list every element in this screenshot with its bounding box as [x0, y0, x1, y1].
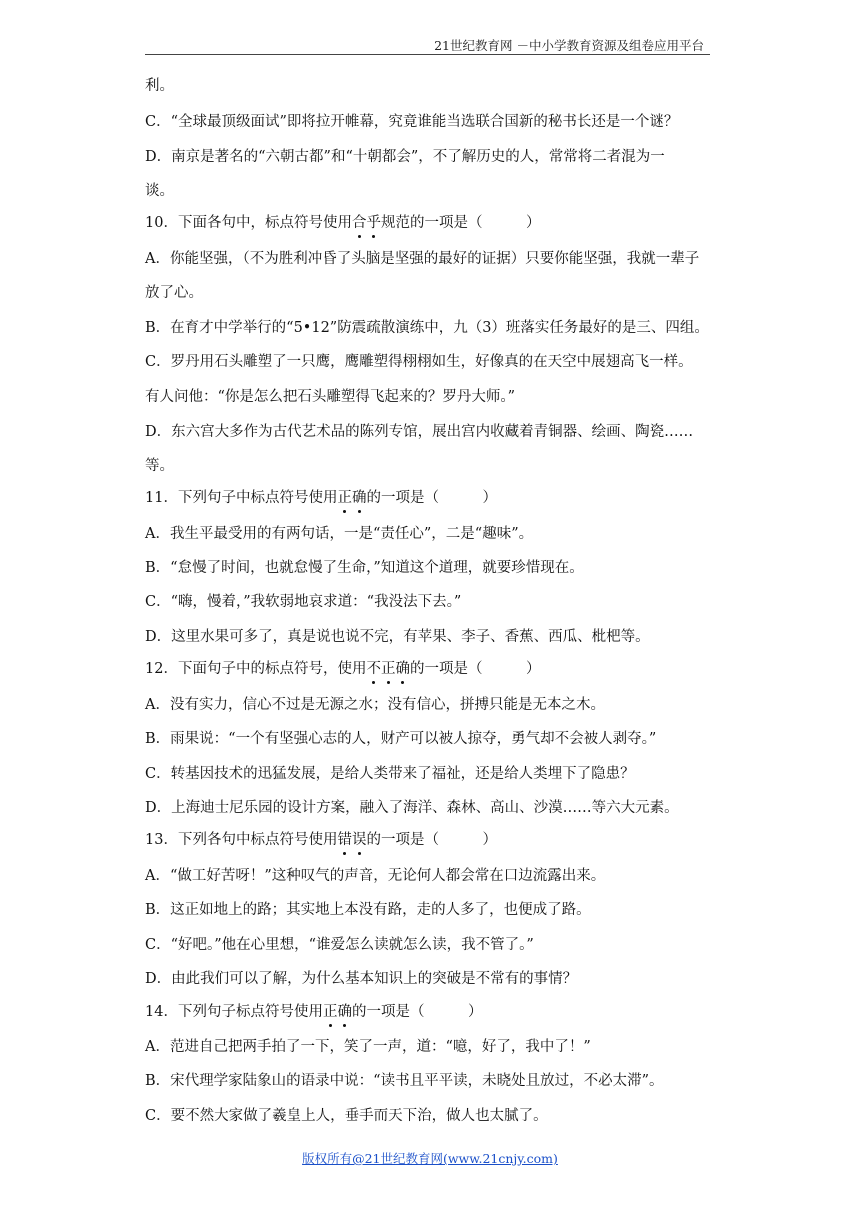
- text-line: [145, 387, 515, 409]
- text-line: [145, 112, 678, 134]
- emphasis-char: 正: [322, 1004, 338, 1020]
- line-text: C．要不然大家做了羲皇上人，垂手而天下治，做人也太腻了。: [145, 1108, 548, 1124]
- text-line: [145, 181, 174, 203]
- line-text: 12．下面句子中的标点符号，使用: [145, 661, 367, 677]
- line-text: A．你能坚强，（不为胜利冲昏了头脑是坚强的最好的证据）只要你能坚强，我就一辈子: [145, 251, 700, 267]
- emphasis-text: [323, 1004, 352, 1020]
- line-text: 有人问他：“你是怎么把石头雕塑得飞起来的？罗丹大师。”: [145, 389, 516, 405]
- line-text: 利。: [145, 78, 174, 94]
- text-line: [145, 900, 591, 922]
- emphasis-char: 误: [351, 832, 367, 848]
- line-text-tail: 规范的一项是（ ）: [380, 215, 541, 231]
- text-line: [145, 147, 665, 169]
- text-line: [145, 1002, 482, 1024]
- text-line: [145, 729, 656, 751]
- line-text: C．罗丹用石头雕塑了一只鹰，鹰雕塑得栩栩如生，好像真的在天空中展翅高飞一样。: [145, 354, 693, 370]
- emphasis-char: 不: [366, 661, 381, 677]
- text-line: [145, 935, 534, 957]
- text-line: [145, 524, 533, 546]
- emphasis-char: 确: [351, 490, 367, 506]
- line-text: 11．下列句子中标点符号使用: [145, 490, 338, 506]
- text-line: [145, 76, 174, 98]
- emphasis-char: 合: [351, 215, 367, 231]
- line-text: D．由此我们可以了解，为什么基本知识上的突破是不常有的事情？: [145, 971, 578, 987]
- text-line: [145, 969, 577, 991]
- text-line: [145, 627, 650, 649]
- line-text: D．上海迪士尼乐园的设计方案，融入了海洋、森林、高山、沙漠……等六大元素。: [145, 800, 679, 816]
- line-text: B．雨果说：“一个有坚强心志的人，财产可以被人掠夺，勇气却不会被人剥夺。”: [145, 731, 657, 747]
- line-text: 谈。: [145, 183, 174, 199]
- line-text: C．“全球最顶级面试”即将拉开帷幕，究竟谁能当选联合国新的秘书长还是一个谜？: [145, 114, 679, 130]
- line-text-tail: 的一项是（ ）: [351, 1004, 483, 1020]
- line-text: 放了心。: [145, 285, 203, 301]
- text-line: [145, 213, 540, 235]
- text-line: [145, 659, 540, 681]
- text-line: [145, 1071, 663, 1093]
- emphasis-char: 乎: [366, 215, 381, 231]
- line-text: B．宋代理学家陆象山的语录中说：“读书且平平读，未晓处且放过，不必太滞”。: [145, 1073, 664, 1089]
- line-text-tail: 的一项是（ ）: [366, 832, 497, 848]
- line-text: B．在育才中学举行的“5•12”防震疏散演练中，九（3）班落实任务最好的是三、四组。: [145, 320, 709, 336]
- line-text: A．我生平最受用的有两句话，一是“责任心”，二是“趣味”。: [145, 526, 534, 542]
- line-text: D．东六宫大多作为古代艺术品的陈列专馆，展出宫内收藏着青铜器、绘画、陶瓷……: [145, 424, 694, 440]
- text-line: [145, 866, 605, 888]
- line-text: 等。: [145, 458, 174, 474]
- text-line: [145, 318, 709, 340]
- emphasis-text: [337, 832, 366, 848]
- text-line: [145, 830, 497, 852]
- emphasis-char: 正: [337, 490, 352, 506]
- line-text: 14．下列句子标点符号使用: [145, 1004, 323, 1020]
- line-text: 13．下列各句中标点符号使用: [145, 832, 338, 848]
- emphasis-char: 正: [380, 661, 396, 677]
- emphasis-text: [337, 490, 366, 506]
- text-line: [145, 558, 584, 580]
- text-line: [145, 249, 699, 271]
- copyright-link[interactable]: 版权所有@21世纪教育网(www.21cnjy.com): [302, 1151, 558, 1166]
- emphasis-char: 确: [395, 661, 410, 677]
- line-text: B．“怠慢了时间，也就怠慢了生命，”知道这个道理，就要珍惜现在。: [145, 560, 584, 576]
- emphasis-char: 错: [337, 832, 352, 848]
- emphasis-text: [352, 215, 381, 231]
- line-text: D．这里水果可多了，真是说也说不完，有苹果、李子、香蕉、西瓜、枇杷等。: [145, 629, 650, 645]
- text-line: [145, 695, 605, 717]
- page-header: [145, 34, 710, 55]
- line-text-tail: 的一项是（ ）: [366, 490, 497, 506]
- text-line: [145, 1037, 591, 1059]
- text-line: [145, 422, 693, 444]
- header-title: 21世纪教育网 －中小学教育资源及组卷应用平台: [434, 38, 704, 53]
- line-text: A．范进自己把两手拍了一下，笑了一声，道：“噫，好了，我中了！”: [145, 1039, 591, 1055]
- line-text: C．转基因技术的迅猛发展，是给人类带来了福祉，还是给人类埋下了隐患？: [145, 766, 635, 782]
- line-text: B．这正如地上的路；其实地上本没有路，走的人多了，也便成了路。: [145, 902, 591, 918]
- line-text: D．南京是著名的“六朝古都”和“十朝都会”，不了解历史的人，常常将二者混为一: [145, 149, 665, 165]
- text-line: [145, 456, 174, 478]
- line-text: C．“好吧。”他在心里想，“谁爱怎么读就怎么读，我不管了。”: [145, 937, 534, 953]
- line-text: C．“嗨，慢着，”我软弱地哀求道：“我没法下去。”: [145, 594, 462, 610]
- line-text: A．没有实力，信心不过是无源之水；没有信心，拼搏只能是无本之木。: [145, 697, 605, 713]
- line-text: 10．下面各句中，标点符号使用: [145, 215, 352, 231]
- text-line: [145, 352, 693, 374]
- text-line: [145, 283, 203, 305]
- text-line: [145, 798, 679, 820]
- emphasis-text: [366, 661, 410, 677]
- text-line: [145, 592, 461, 614]
- line-text: A．“做工好苦呀！”这种叹气的声音，无论何人都会常在口边流露出来。: [145, 868, 606, 884]
- emphasis-char: 确: [337, 1004, 352, 1020]
- text-line: [145, 764, 635, 786]
- page-footer: [0, 1148, 860, 1167]
- text-line: [145, 488, 497, 510]
- line-text-tail: 的一项是（ ）: [409, 661, 541, 677]
- text-line: [145, 1106, 548, 1128]
